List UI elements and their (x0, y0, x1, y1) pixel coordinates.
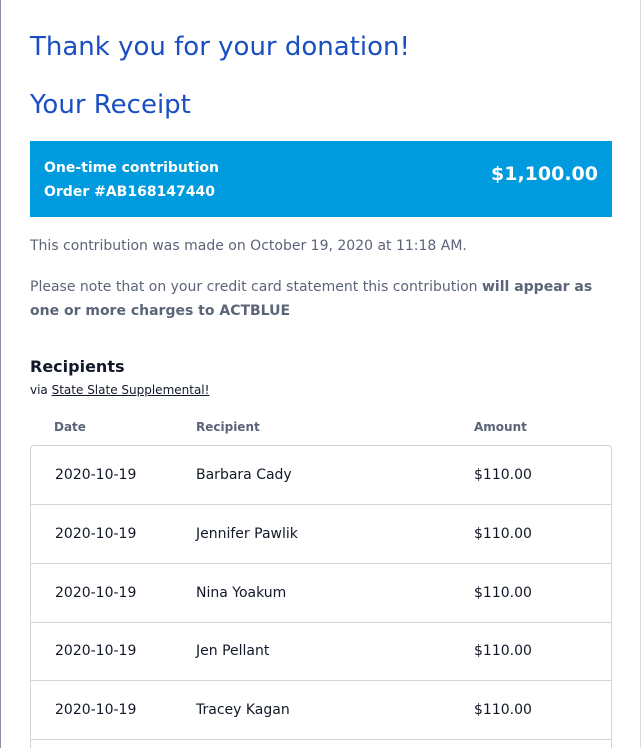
table-row (31, 564, 611, 623)
row-amount: $110.00 (474, 467, 532, 483)
row-date: 2020-10-19 (55, 585, 137, 601)
page-link[interactable]: State Slate Supplemental! (51, 383, 210, 397)
statement-note-bold: will appear as one or more charges to ACTBLUE (30, 279, 593, 319)
row-recipient: Nina Yoakum (196, 585, 287, 601)
recipients-table (30, 445, 612, 748)
recipients-heading: Recipients (30, 357, 125, 376)
table-row (31, 681, 611, 740)
column-header-amount: Amount (474, 420, 527, 434)
table-row (31, 446, 611, 505)
column-header-recipient: Recipient (196, 420, 260, 434)
order-number: Order #AB168147440 (44, 184, 216, 200)
row-date: 2020-10-19 (55, 467, 137, 483)
contribution-type: One-time contribution (44, 160, 219, 176)
row-amount: $110.00 (474, 702, 532, 718)
row-recipient: Jen Pellant (196, 643, 270, 659)
receipt-heading: Your Receipt (30, 90, 191, 120)
row-recipient: Barbara Cady (196, 467, 292, 483)
page-title: Thank you for your donation! (30, 32, 410, 62)
contribution-banner (30, 141, 612, 217)
row-recipient: Jennifer Pawlik (196, 526, 298, 542)
row-date: 2020-10-19 (55, 526, 137, 542)
via-line (30, 381, 209, 399)
table-row (31, 622, 611, 681)
row-amount: $110.00 (474, 526, 532, 542)
statement-note-text: Please note that on your credit card statement this contribution (30, 279, 482, 295)
row-recipient: Tracey Kagan (196, 702, 290, 718)
via-prefix: via (30, 383, 52, 397)
column-header-date: Date (54, 420, 86, 434)
table-row (31, 505, 611, 564)
window-left-border (0, 0, 1, 748)
row-date: 2020-10-19 (55, 643, 137, 659)
row-amount: $110.00 (474, 585, 532, 601)
contribution-date-text: This contribution was made on October 19, 2020 at 11:18 AM. (30, 238, 467, 254)
statement-note (30, 275, 612, 323)
row-amount: $110.00 (474, 643, 532, 659)
row-date: 2020-10-19 (55, 702, 137, 718)
contribution-amount: $1,100.00 (491, 163, 598, 185)
